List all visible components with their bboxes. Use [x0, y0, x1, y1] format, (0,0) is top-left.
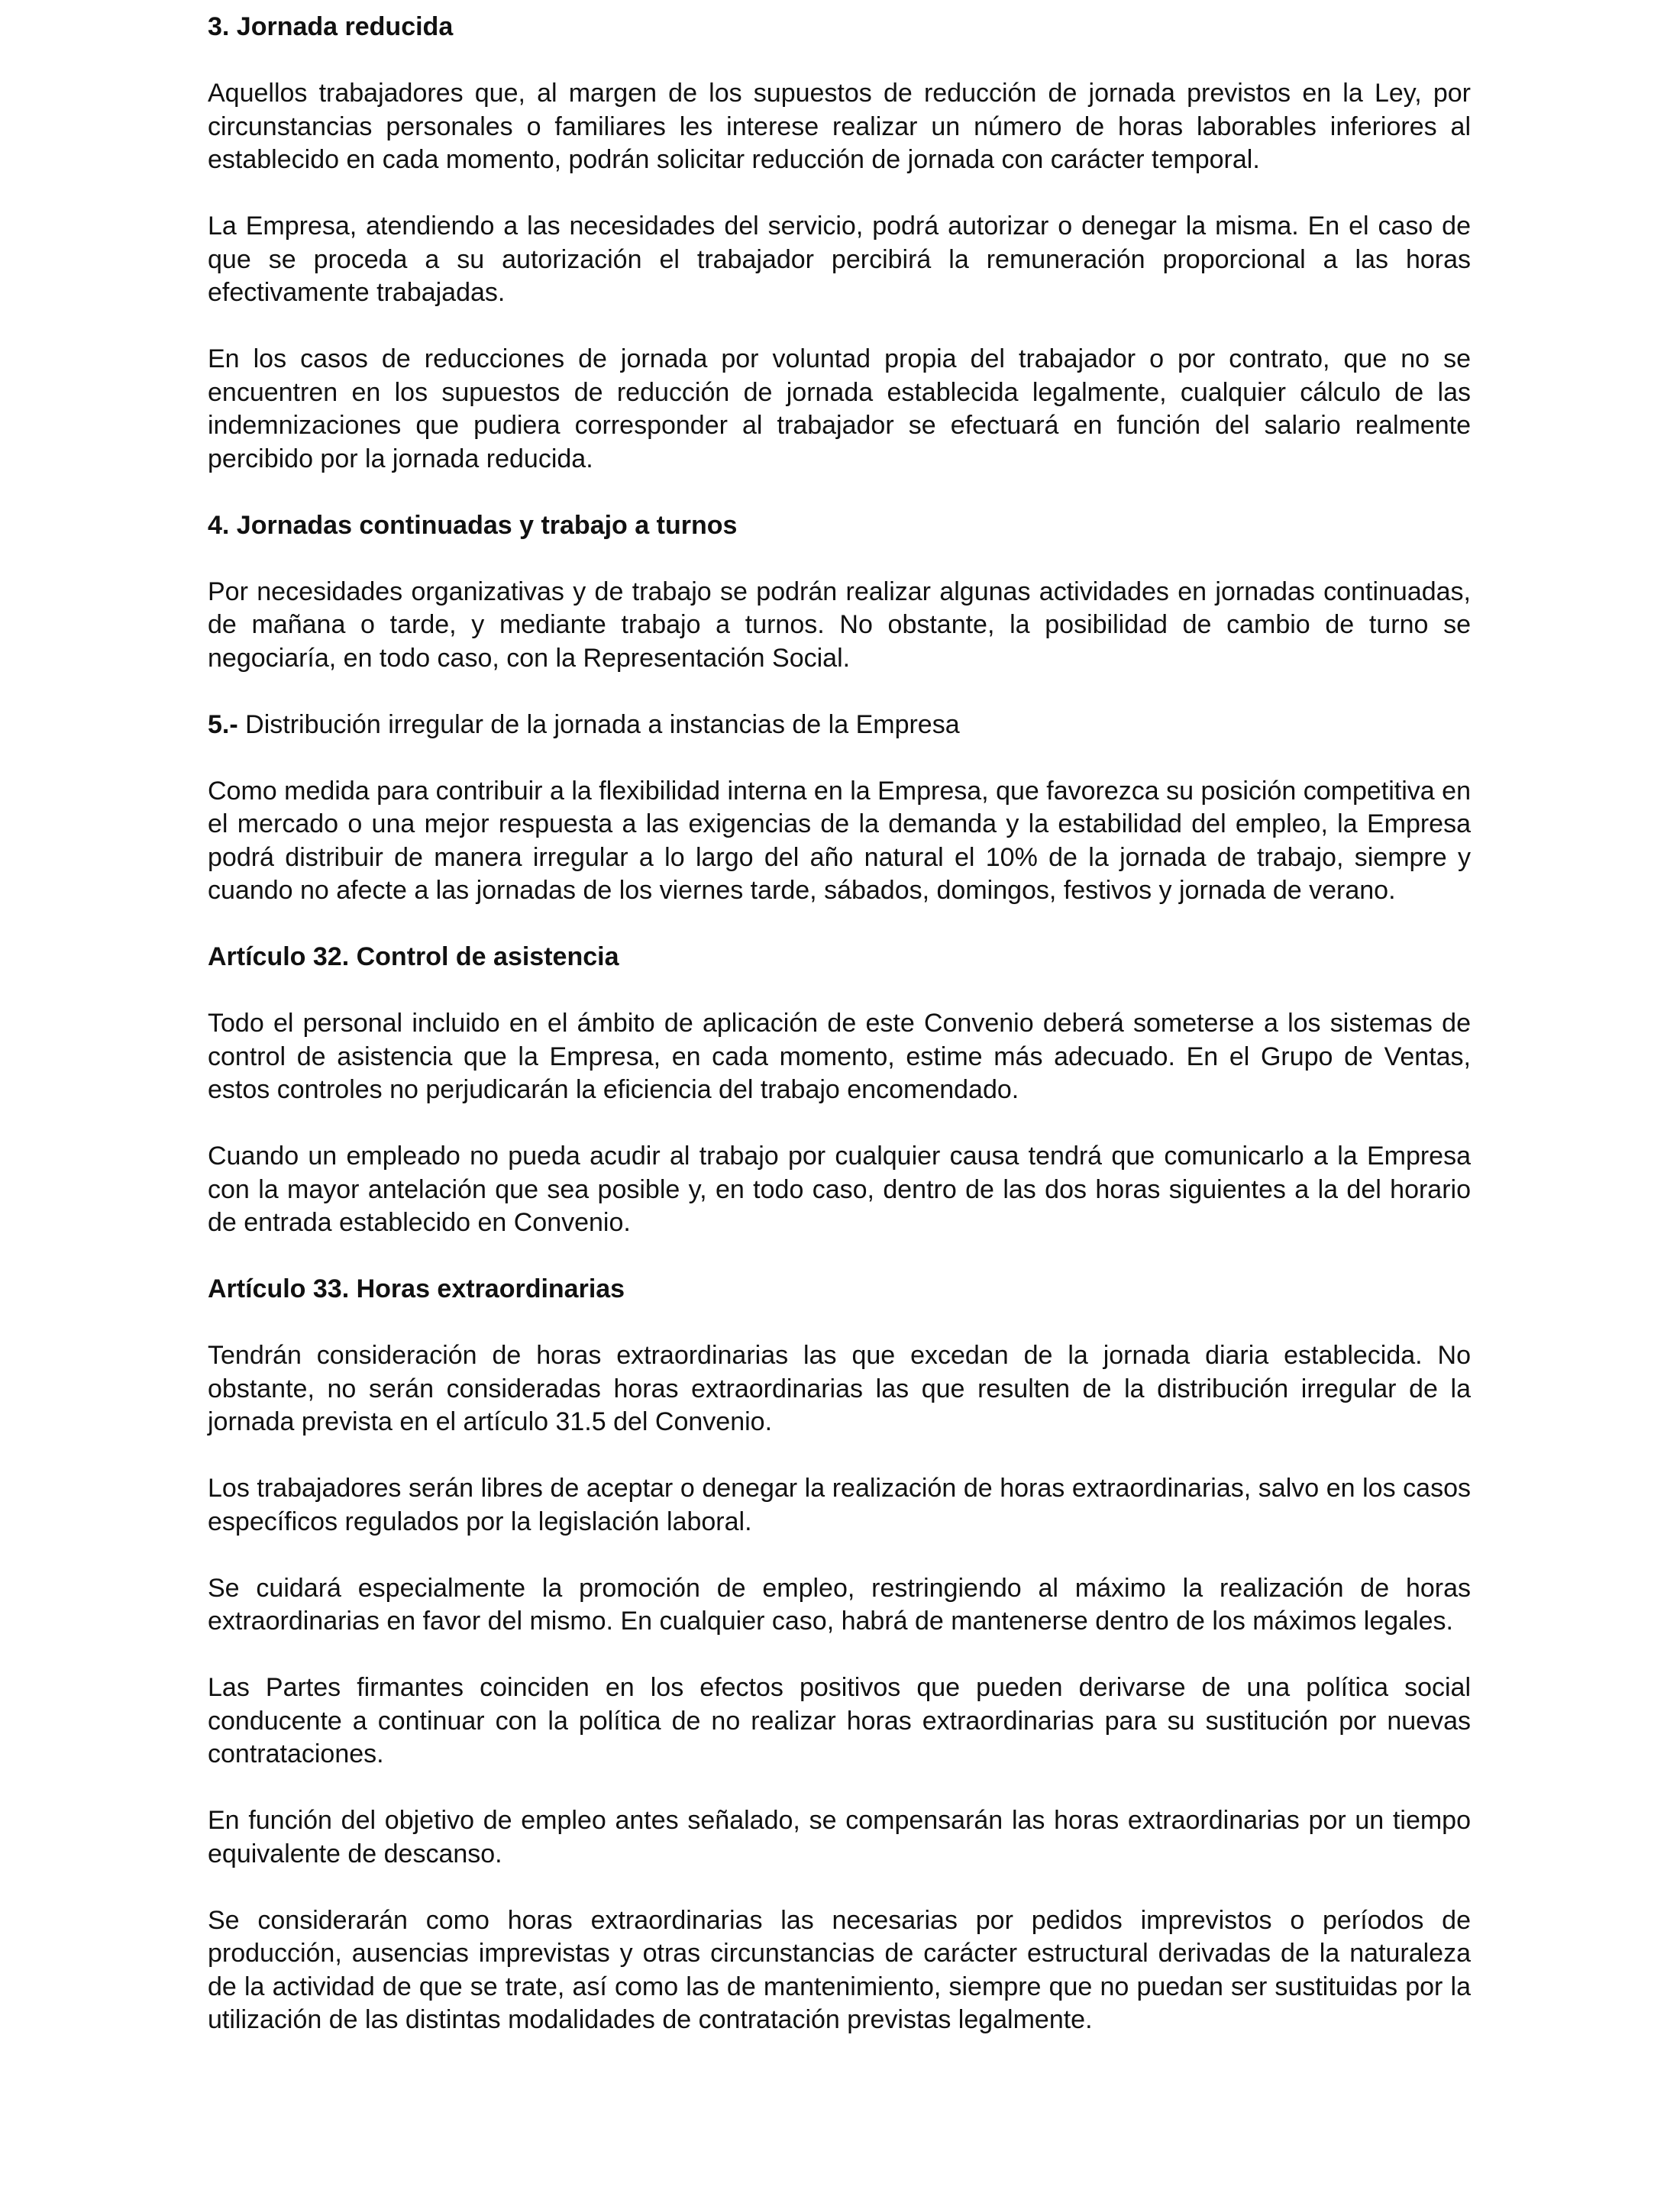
section-jornadas-continuadas: [208, 509, 1471, 676]
section-heading: Artículo 32. Control de asistencia: [208, 942, 619, 971]
document-page: [208, 11, 1471, 2070]
section-heading: [208, 709, 1471, 742]
paragraph: En los casos de reducciones de jornada por voluntad propia del trabajador o por contrato, que no se encuentren en los supuestos de reducción de jornada establecida legalmente, cualquier cálculo de las indemnizaciones que pudiera corresponder al trabajador se efectuará en función del salario realmente percibido por la jornada reducida.: [208, 344, 1471, 473]
paragraph: La Empresa, atendiendo a las necesidades del servicio, podrá autorizar o denegar la misma. En el caso de que se proceda a su autorización el trabajador percibirá la remuneración proporcional a las horas efectivamente trabajadas.: [208, 212, 1471, 307]
paragraph: Los trabajadores serán libres de aceptar o denegar la realización de horas extraordinarias, salvo en los casos específicos regulados por la legislación laboral.: [208, 1474, 1471, 1536]
section-number: 5.-: [208, 709, 238, 739]
section-distribucion-irregular: [208, 709, 1471, 908]
paragraph: Las Partes firmantes coinciden en los efectos positivos que pueden derivarse de una política social conducente a continuar con la política de no realizar horas extraordinarias para su sustitución por nuevas contrataciones.: [208, 1673, 1471, 1768]
section-heading: Artículo 33. Horas extraordinarias: [208, 1274, 625, 1303]
paragraph: Se considerarán como horas extraordinarias las necesarias por pedidos imprevistos o períodos de producción, ausencias imprevistas y otras circunstancias de carácter estructural derivadas de la naturaleza de la actividad de que se trate, así como las de mantenimiento, siempre que no puedan ser sustituidas por la utilización de las distintas modalidades de contratación previstas legalmente.: [208, 1905, 1471, 2034]
paragraph: Todo el personal incluido en el ámbito de aplicación de este Convenio deberá someterse a los sistemas de control de asistencia que la Empresa, en cada momento, estime más adecuado. En el Grupo de Ventas, estos controles no perjudicarán la eficiencia del trabajo encomendado.: [208, 1009, 1471, 1104]
section-jornada-reducida: [208, 11, 1471, 476]
paragraph: Por necesidades organizativas y de trabajo se podrán realizar algunas actividades en jornadas continuadas, de mañana o tarde, y mediante trabajo a turnos. No obstante, la posibilidad de cambio de turno se negociaría, en todo caso, con la Representación Social.: [208, 577, 1471, 673]
paragraph: Aquellos trabajadores que, al margen de los supuestos de reducción de jornada previstos en la Ley, por circunstancias personales o familiares les interese realizar un número de horas laborables inferiores al establecido en cada momento, podrán solicitar reducción de jornada con carácter temporal.: [208, 79, 1471, 174]
paragraph: En función del objetivo de empleo antes señalado, se compensarán las horas extraordinarias por un tiempo equivalente de descanso.: [208, 1806, 1471, 1868]
section-heading-text: Distribución irregular de la jornada a instancias de la Empresa: [237, 709, 960, 739]
paragraph: Cuando un empleado no pueda acudir al trabajo por cualquier causa tendrá que comunicarlo a la Empresa con la mayor antelación que sea posible y, en todo caso, dentro de las dos horas siguientes a la del horario de entrada establecido en Convenio.: [208, 1142, 1471, 1237]
paragraph: Tendrán consideración de horas extraordinarias las que excedan de la jornada diaria establecida. No obstante, no serán consideradas horas extraordinarias las que resulten de la distribución irregular de la jornada prevista en el artículo 31.5 del Convenio.: [208, 1341, 1471, 1436]
section-heading: 3. Jornada reducida: [208, 12, 454, 41]
paragraph: Se cuidará especialmente la promoción de empleo, restringiendo al máximo la realización de horas extraordinarias en favor del mismo. En cualquier caso, habrá de mantenerse dentro de los máximos legales.: [208, 1573, 1471, 1636]
section-articulo-33: [208, 1273, 1471, 2037]
section-heading: 4. Jornadas continuadas y trabajo a turnos: [208, 510, 738, 540]
section-articulo-32: [208, 941, 1471, 1240]
paragraph: Como medida para contribuir a la flexibilidad interna en la Empresa, que favorezca su posición competitiva en el mercado o una mejor respuesta a las exigencias de la demanda y la estabilidad del empleo, la Empresa podrá distribuir de manera irregular a lo largo del año natural el 10% de la jornada de trabajo, siempre y cuando no afecte a las jornadas de los viernes tarde, sábados, domingos, festivos y jornada de verano.: [208, 776, 1471, 905]
